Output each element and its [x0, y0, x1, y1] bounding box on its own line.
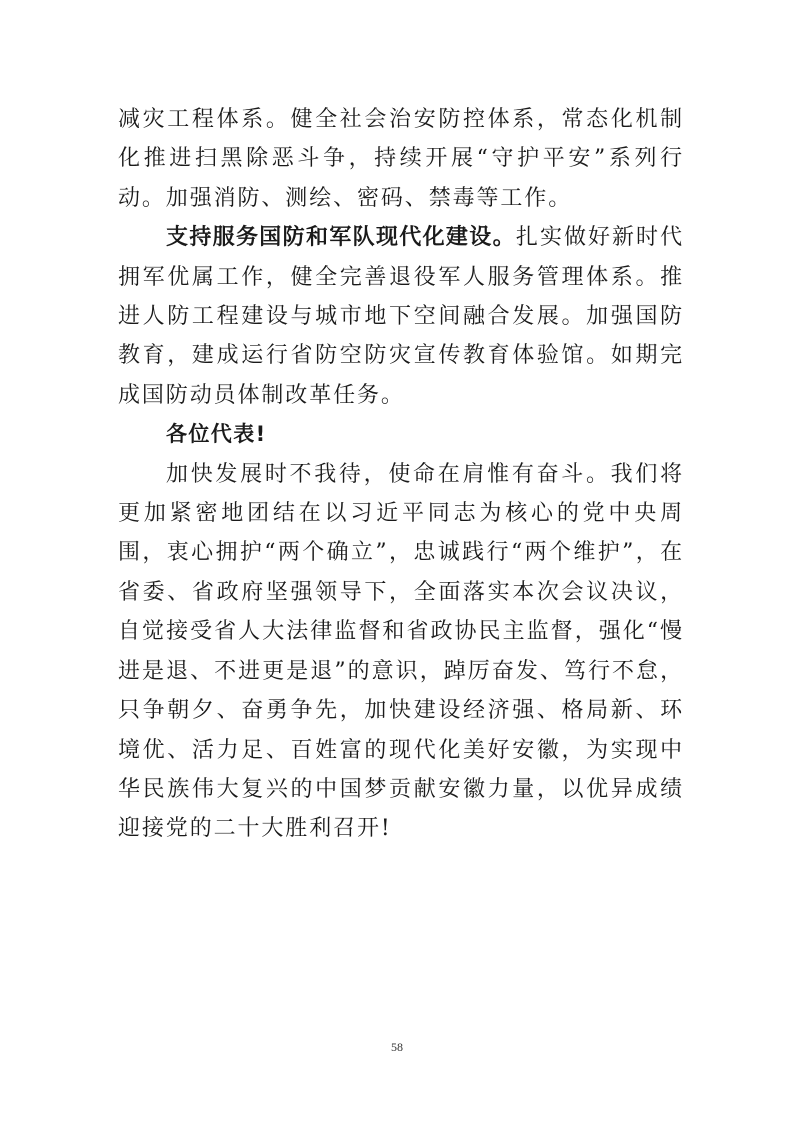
paragraph-text: 加快发展时不我待，使命在肩惟有奋斗。我们将更加紧密地团结在以习近平同志为核心的党中央周围，衷心拥护“两个确立”，忠诚践行“两个维护”，在省委、省政府坚强领导下，全面落实本次会议决议，自觉接受省人大法律监督和省政协民主监督，强化“慢进是退、不进更是退”的意识，踔厉奋发、笃行不怠，只争朝夕、奋勇争先，加快建设经济强、格局新、环境优、活力足、百姓富的现代化美好安徽，为实现中华民族伟大复兴的中国梦贡献安徽力量，以优异成绩迎接党的二十大胜利召开!: [118, 461, 684, 842]
paragraph-closing: [118, 455, 684, 849]
section-heading: [118, 415, 684, 454]
page-number: 58: [391, 1040, 403, 1054]
paragraph-lead-sentence: 支持服务国防和军队现代化建设。: [166, 225, 516, 251]
paragraph-disaster-reduction: [118, 100, 684, 218]
paragraph-national-defense: [118, 218, 684, 415]
paragraph-text: 减灾工程体系。健全社会治安防控体系，常态化机制化推进扫黑除恶斗争，持续开展“守护平安”系列行动。加强消防、测绘、密码、禁毒等工作。: [118, 107, 684, 211]
paragraph-text: 扎实做好新时代拥军优属工作，健全完善退役军人服务管理体系。推进人防工程建设与城市地下空间融合发展。加强国防教育，建成运行省防空防灾宣传教育体验馆。如期完成国防动员体制改革任务。: [118, 225, 684, 408]
heading-text: 各位代表!: [166, 422, 267, 447]
page-body: [118, 100, 684, 849]
